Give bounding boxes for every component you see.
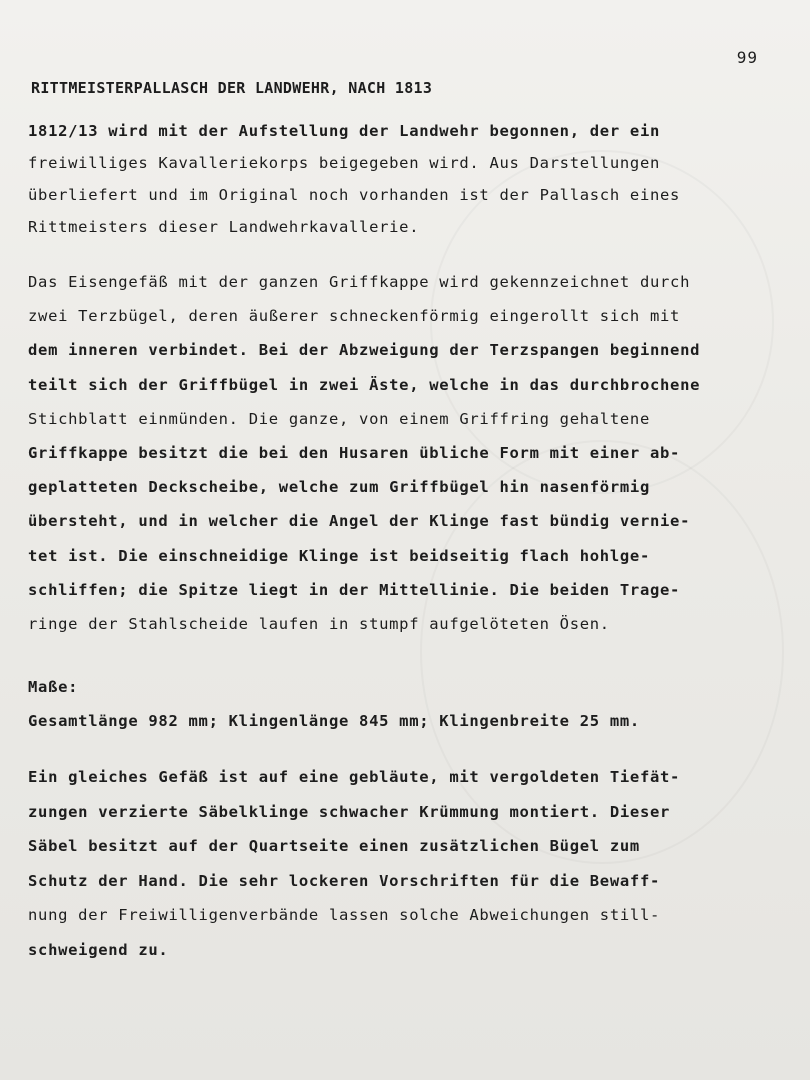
text-line: schweigend zu.	[28, 940, 169, 959]
text-line: teilt sich der Griffbügel in zwei Äste, welche in das durchbrochene	[28, 375, 701, 394]
text-line: tet ist. Die einschneidige Klinge ist beidseitig flach hohlge-	[28, 546, 650, 565]
dimensions-values: Gesamtlänge 982 mm; Klingenlänge 845 mm; Klingenbreite 25 mm.	[28, 712, 640, 730]
text-line: Säbel besitzt auf der Quartseite einen zusätzlichen Bügel zum	[28, 837, 640, 855]
paragraph-variant	[28, 760, 768, 967]
text-line: Rittmeisters dieser Landwehrkavallerie.	[28, 218, 420, 236]
page-number: 99	[736, 48, 758, 67]
text-line: geplatteten Deckscheibe, welche zum Griffbügel hin nasenförmig	[28, 478, 650, 497]
text-line: Griffkappe besitzt die bei den Husaren übliche Form mit einer ab-	[28, 444, 681, 463]
text-line: dem inneren verbindet. Bei der Abzweigung der Terzspangen beginnend	[28, 341, 701, 360]
text-line: ringe der Stahlscheide laufen in stumpf aufgelöteten Ösen.	[28, 615, 610, 634]
paragraph-description	[28, 265, 768, 641]
text-line: überliefert und im Original noch vorhanden ist der Pallasch eines	[28, 186, 681, 204]
text-line: schliffen; die Spitze liegt in der Mittellinie. Die beiden Trage-	[28, 580, 681, 599]
text-line: zwei Terzbügel, deren äußerer schneckenförmig eingerollt sich mit	[28, 307, 681, 326]
text-line: freiwilliges Kavalleriekorps beigegeben wird. Aus Darstellungen	[28, 154, 661, 172]
text-line: 1812/13 wird mit der Aufstellung der Landwehr begonnen, der ein	[28, 122, 661, 140]
dimensions-label: Maße:	[28, 678, 79, 696]
text-line: Schutz der Hand. Die sehr lockeren Vorschriften für die Bewaff-	[28, 871, 661, 890]
text-line: zungen verzierte Säbelklinge schwacher Krümmung montiert. Dieser	[28, 802, 671, 821]
text-line: Ein gleiches Gefäß ist auf eine gebläute, mit vergoldeten Tiefät-	[28, 768, 681, 786]
text-line: Das Eisengefäß mit der ganzen Griffkappe wird gekennzeichnet durch	[28, 273, 691, 291]
text-line: nung der Freiwilligenverbände lassen solche Abweichungen still-	[28, 906, 661, 924]
paragraph-intro	[28, 115, 768, 243]
section-heading: RITTMEISTERPALLASCH DER LANDWEHR, NACH 1813	[31, 79, 433, 97]
text-line: Stichblatt einmünden. Die ganze, von einem Griffring gehaltene	[28, 409, 650, 428]
dimensions-block	[28, 670, 768, 738]
text-line: übersteht, und in welcher die Angel der Klinge fast bündig vernie-	[28, 512, 691, 531]
